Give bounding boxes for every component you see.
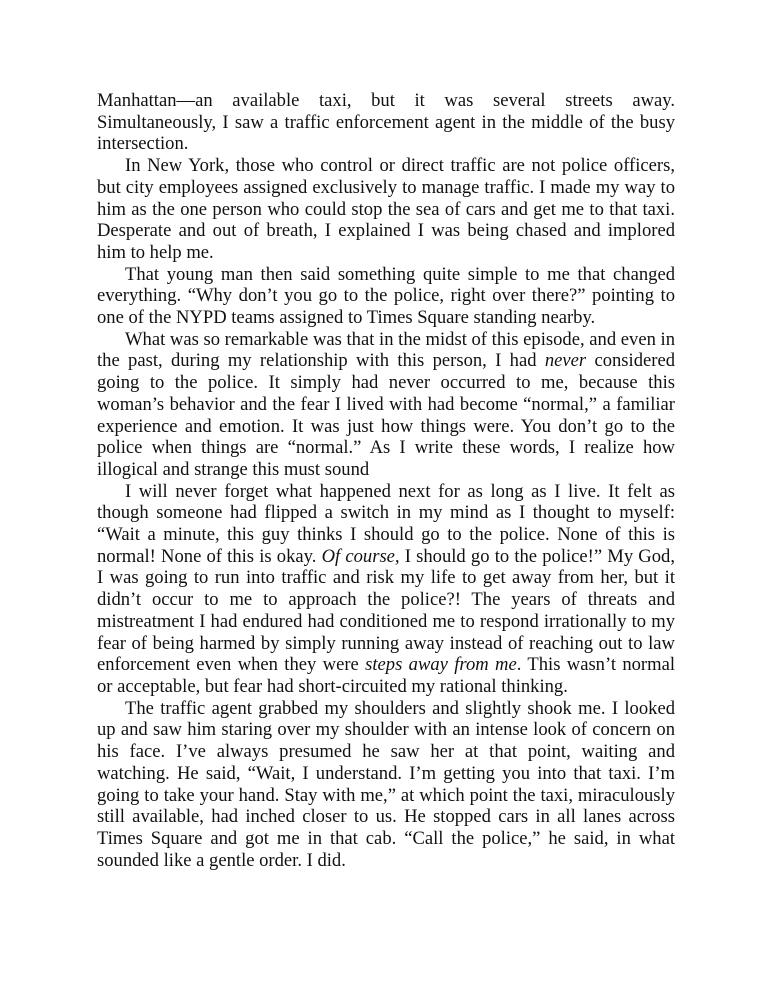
paragraph-6 [97,698,675,872]
paragraph-text: . This wasn’t normal or acceptable, but fear had short-circuited my rational thinking. [97,654,676,697]
paragraph-2 [97,155,675,264]
page-body [97,90,675,871]
paragraph-text: I will never forget what happened next for as long as I live. It felt as though someone had flipped a switch in my mind as I thought to myself: “Wait a minute, this guy thinks I should go to the police. None of this is normal! None of this is okay. [97,480,675,567]
paragraph-5 [97,481,675,698]
paragraph-text: considered going to the police. It simply had never occurred to me, because this woman’s behavior and the fear I lived with had become “normal,” a familiar experience and emotion. It was just how things were. You don’t go to the police when things are “normal.” As I write these words, I realize how illogical and strange this must sound [97,350,675,480]
emphasis-text: Of course, [321,545,400,567]
paragraph-text: In New York, those who control or direct traffic are not police officers, but city employees assigned exclusively to manage traffic. I made my way to him as the one person who could stop the sea of cars and get me to that taxi. Desperate and out of breath, I explained I was being chased and implored him to help me. [97,155,675,263]
paragraph-1 [97,90,675,155]
emphasis-text: never [544,350,587,372]
paragraph-text: Manhattan—an available taxi, but it was several streets away. Simultaneously, I saw a traffic enforcement agent in the middle of the busy intersection. [97,90,675,155]
paragraph-3 [97,264,675,329]
emphasis-text: steps away from me [365,654,517,676]
paragraph-text: What was so remarkable was that in the midst of this episode, and even in the past, during my relationship with this person, I had [97,328,675,372]
paragraph-4 [97,329,675,481]
paragraph-text: I should go to the police!” My God, I was going to run into traffic and risk my life to get away from her, but it didn’t occur to me to approach the police?! The years of threats and mistreatment I had endured had conditioned me to respond irrationally to my fear of being harmed by simply running away instead of reaching out to law enforcement even when they were [97,545,675,676]
paragraph-text: The traffic agent grabbed my shoulders and slightly shook me. I looked up and saw him staring over my shoulder with an intense look of concern on his face. I’ve always presumed he saw her at that point, waiting and watching. He said, “Wait, I understand. I’m getting you into that taxi. I’m going to take your hand. Stay with me,” at which point the taxi, miraculously still available, had inched closer to us. He stopped cars in all lanes across Times Square and got me in that cab. “Call the police,” he said, in what sounded like a gentle order. I did. [97,697,675,871]
paragraph-text: That young man then said something quite simple to me that changed everything. “Why don’t you go to the police, right over there?” pointing to one of the NYPD teams assigned to Times Square standing nearby. [97,263,675,329]
